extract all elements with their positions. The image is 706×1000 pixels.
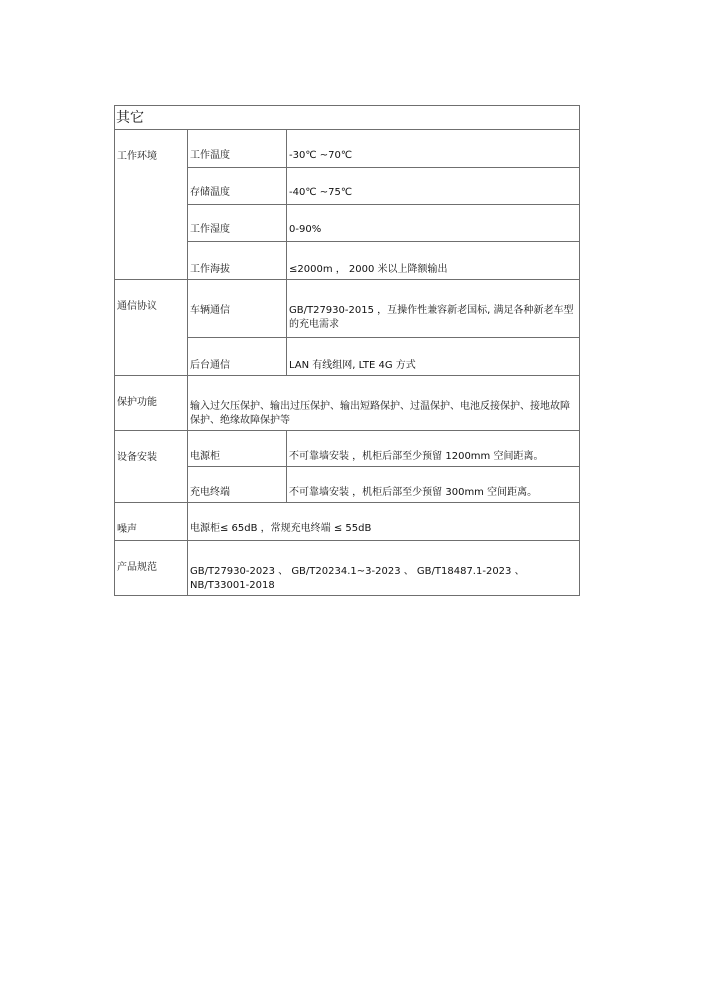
item-name: 工作海拔 bbox=[188, 242, 287, 280]
section-title: 其它 bbox=[115, 106, 580, 130]
category-install: 设备安装 bbox=[115, 431, 188, 503]
item-value: 0-90% bbox=[287, 205, 580, 242]
item-name: 存储温度 bbox=[188, 168, 287, 205]
category-comm: 通信协议 bbox=[115, 280, 188, 376]
table-row bbox=[115, 503, 580, 541]
item-name: 后台通信 bbox=[188, 338, 287, 376]
table-row bbox=[115, 541, 580, 596]
table-row bbox=[115, 130, 580, 168]
spec-table bbox=[114, 105, 580, 596]
item-value: GB/T27930-2015 ，互操作性兼容新老国标, 满足各种新老车型的充电需求 bbox=[287, 280, 580, 338]
item-name: 充电终端 bbox=[188, 467, 287, 503]
item-name: 电源柜 bbox=[188, 431, 287, 467]
item-value: -30℃ ~70℃ bbox=[287, 130, 580, 168]
table-row bbox=[115, 431, 580, 467]
category-env: 工作环境 bbox=[115, 130, 188, 280]
noise-value: 电源柜≤ 65dB ，常规充电终端 ≤ 55dB bbox=[188, 503, 580, 541]
category-noise: 噪声 bbox=[115, 503, 188, 541]
item-name: 工作温度 bbox=[188, 130, 287, 168]
table-row bbox=[115, 280, 580, 338]
section-header-row bbox=[115, 106, 580, 130]
standard-value: GB/T27930-2023 、 GB/T20234.1~3-2023 、 GB/T18487.1-2023 、 NB/T33001-2018 bbox=[188, 541, 580, 596]
item-value: -40℃ ~75℃ bbox=[287, 168, 580, 205]
category-standard: 产品规范 bbox=[115, 541, 188, 596]
item-value: 不可靠墙安装 ，机柜后部至少预留 1200mm 空间距离。 bbox=[287, 431, 580, 467]
item-value: ≤2000m ， 2000 米以上降额输出 bbox=[287, 242, 580, 280]
item-name: 工作湿度 bbox=[188, 205, 287, 242]
protect-value: 输入过欠压保护、输出过压保护、输出短路保护、过温保护、电池反接保护、接地故障保护、绝缘故障保护等 bbox=[188, 376, 580, 431]
item-name: 车辆通信 bbox=[188, 280, 287, 338]
item-value: 不可靠墙安装 ，机柜后部至少预留 300mm 空间距离。 bbox=[287, 467, 580, 503]
category-protect: 保护功能 bbox=[115, 376, 188, 431]
item-value: LAN 有线组网, LTE 4G 方式 bbox=[287, 338, 580, 376]
table-row bbox=[115, 376, 580, 431]
